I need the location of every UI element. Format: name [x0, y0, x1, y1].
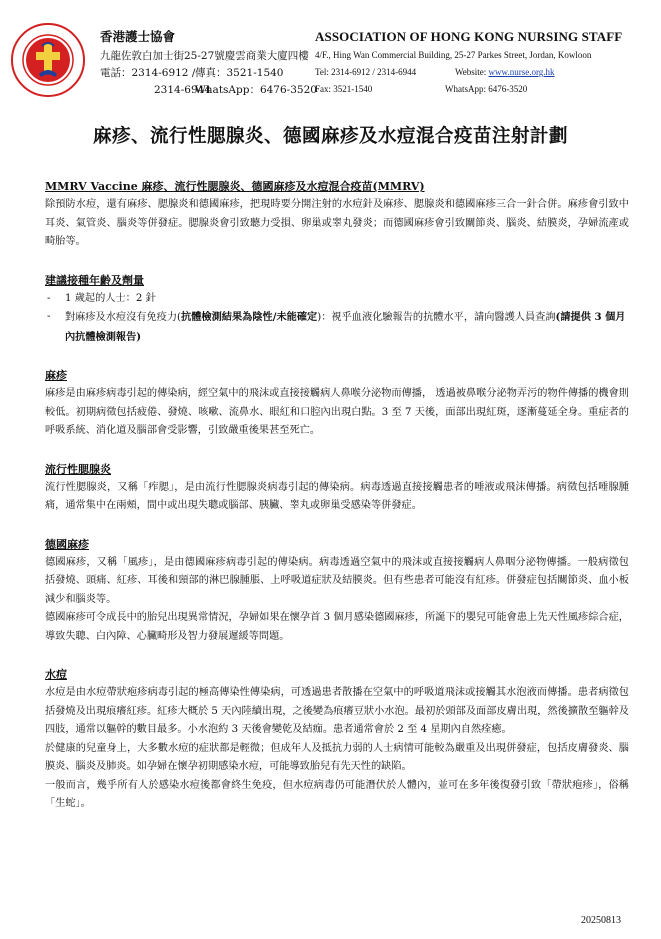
fax-zh: 傳真：3521-1540 — [195, 67, 284, 79]
whatsapp-zh: WhatsApp：6476-3520 — [195, 84, 317, 96]
website-link[interactable]: www.nurse.org.hk — [488, 67, 555, 77]
tel-zh: 電話：2314-6912 / — [100, 67, 196, 79]
section-heading-age: 建議接種年齡及劑量 — [45, 273, 144, 287]
fax-en: Fax: 3521-1540 — [315, 84, 373, 94]
section-heading-mumps: 流行性腮腺炎 — [45, 462, 111, 476]
dosage-list — [45, 290, 629, 348]
section-heading-varicella: 水痘 — [45, 668, 67, 681]
section-body-rubella-2: 德國麻疹可令成長中的胎兒出現異常情況，孕婦如果在懷孕首 3 個月感染德國麻疹，所誕下的嬰兒可能會患上先天性風疹綜合症，導致失聰、白內障、心臟畸形及智力發展遲緩等問題。 — [45, 612, 629, 642]
section-body-rubella-1: 德國麻疹，又稱「風疹」，是由德國麻疹病毒引起的傳染病。病毒透過空氣中的飛沫或直接接觸病人鼻咽分泌物傳播。一般病徵包括發燒、頭痛、紅疹、耳後和頸部的淋巴腺腫脹、上呼吸道症狀及結膜炎。但有些患者可能沒有紅疹。併發症包括關節炎、血小板減少和腦炎等。 — [45, 556, 629, 605]
document-date: 20250813 — [581, 915, 621, 926]
page-title: 麻疹、流行性腮腺炎、德國麻疹及水痘混合疫苗注射計劃 — [92, 126, 568, 147]
section-body-vaccine: 除預防水痘，還有麻疹、腮腺炎和德國麻疹，把現時要分開注射的水痘針及麻疹、腮腺炎和德國麻疹三合一針合併。麻疹會引致中耳炎、氣管炎、腦炎等併發症。腮腺炎會引致聽力受損、卵巢或睾丸發炎；而德國麻疹會引致關節炎、腦炎、結膜炎，孕婦流產或畸胎等。 — [45, 199, 629, 247]
document-body — [45, 178, 629, 814]
whatsapp-en: WhatsApp: 6476-3520 — [445, 84, 528, 94]
dosage-item-1: - 1 歲起的人士：2 針 — [45, 290, 629, 309]
section-body-varicella-3: 一般而言，幾乎所有人於感染水痘後都會終生免疫，但水痘病毒仍可能潛伏於人體內，並可在多年後復發引致「帶狀疱疹」，俗稱「生蛇」。 — [45, 779, 629, 809]
header-english-block — [315, 28, 655, 98]
section-heading-measles: 麻疹 — [45, 369, 67, 382]
letterhead — [0, 0, 661, 110]
dosage-item-2: - 對麻疹及水痘沒有免疫力(抗體檢測結果為陰性/未能確定)：視乎血液化驗報告的抗體水平，請向醫護人員查詢(請提供 3 個月內抗體檢測報告) — [45, 308, 629, 347]
section-body-varicella-1: 水痘是由水痘帶狀疱疹病毒引起的極高傳染性傳染病，可透過患者散播在空氣中的呼吸道飛沫或接觸其水泡液而傳播。患者病徵包括發燒及出現痕癢紅疹。紅疹大概於 5 天內陸續出現，之後變為痕癢豆狀小水泡。最初於頭部及面部皮膚出現，然後擴散至軀幹及四肢，通常以軀幹的數目最多。小水泡約 3 天後會變乾及結痂。患者通常會於 2 至 4 星期內自然痊癒。 — [45, 687, 629, 735]
org-name-en: ASSOCIATION OF HONG KONG NURSING STAFF — [315, 29, 623, 44]
website-label: Website: — [455, 67, 487, 77]
tel2-zh: 2314-6944 — [154, 84, 211, 96]
header-chinese-block — [100, 28, 317, 99]
address-zh: 九龍佐敦白加士街25-27號慶雲商業大廈四樓 — [100, 50, 309, 62]
section-body-varicella-2: 於健康的兒童身上，大多數水痘的症狀都是輕微；但成年人及抵抗力弱的人士病情可能較為嚴重及出現併發症，包括皮膚發炎、腦膜炎、腦炎及肺炎。如孕婦在懷孕初期感染水痘，可能導致胎兒有先天性的缺陷。 — [45, 742, 629, 772]
section-heading-rubella: 德國麻疹 — [45, 537, 89, 551]
association-logo — [10, 22, 86, 98]
section-body-mumps: 流行性腮腺炎，又稱「痄腮」，是由流行性腮腺炎病毒引起的傳染病。病毒透過直接接觸患者的唾液或飛沫傳播。病徵包括唾腺腫痛，通常集中在兩頰，間中或出現失聰或腦部、胰臟、睾丸或卵巢受感染等併發症。 — [45, 481, 629, 511]
section-heading-vaccine: MMRV Vaccine 麻疹、流行性腮腺炎、德國麻疹及水痘混合疫苗(MMRV) — [45, 180, 425, 193]
tel-en: Tel: 2314-6912 / 2314-6944 — [315, 67, 417, 77]
org-name-zh: 香港護士協會 — [100, 29, 176, 44]
address-en: 4/F., Hing Wan Commercial Building, 25-27 Parkes Street, Jordan, Kowloon — [315, 50, 592, 60]
section-body-measles: 麻疹是由麻疹病毒引起的傳染病，經空氣中的飛沫或直接接觸病人鼻喉分泌物而傳播， 透過被鼻喉分泌物弄污的物件傳播的機會則較低。初期病徵包括疲倦、發燒、咳嗽、流鼻水、眼紅和口腔內出現白點。3 至 7 天後，面部出現紅斑，逐漸蔓延全身。重症者的呼吸系統、消化道及腦部會受影響，引致嚴重後果甚至死亡。 — [45, 388, 629, 436]
